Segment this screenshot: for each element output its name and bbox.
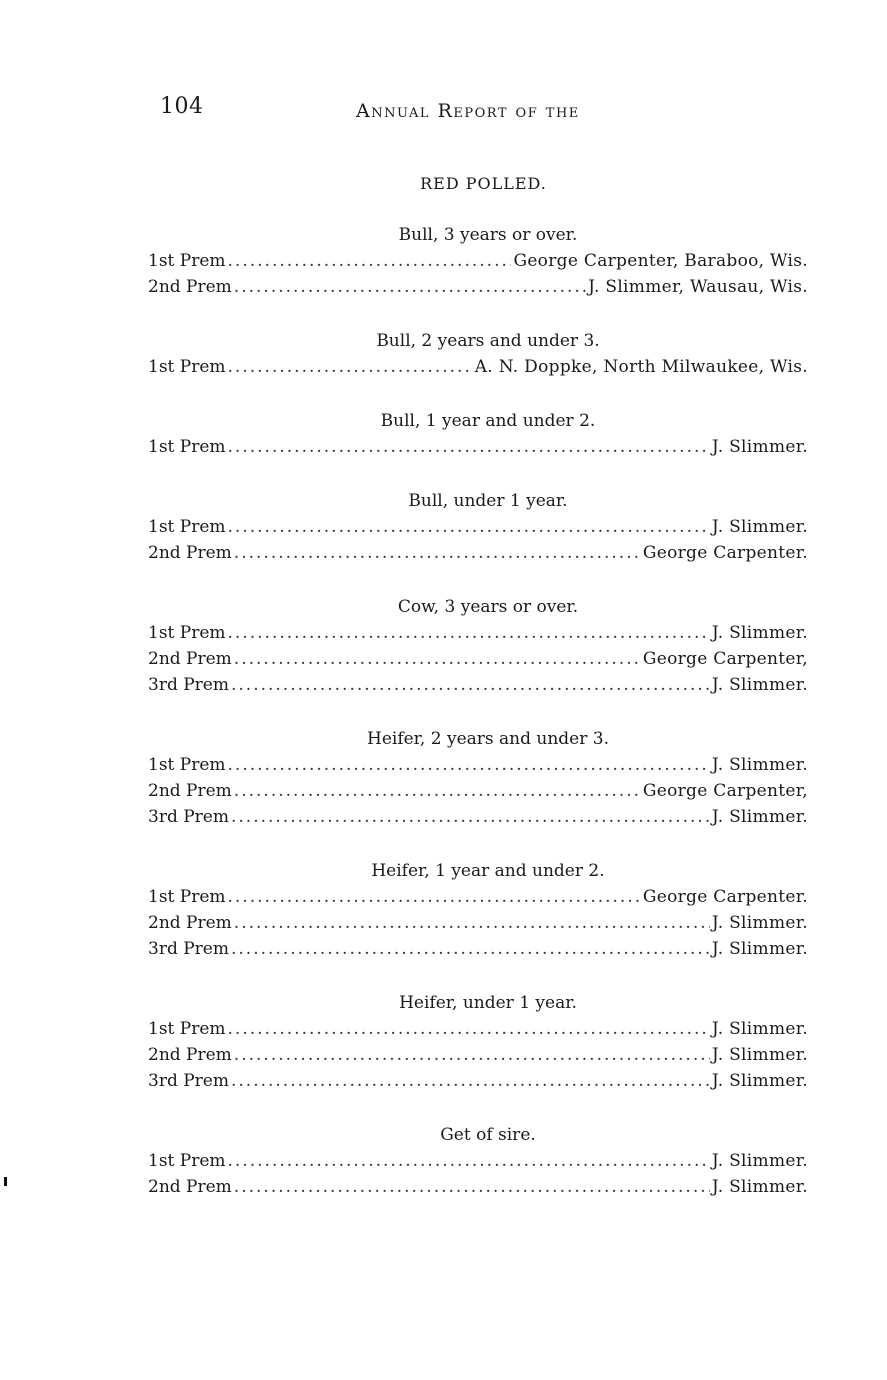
premium-entry [148,434,808,460]
premium-place: 3rd Prem [148,675,229,695]
premium-winner: J. Slimmer. [711,1045,808,1065]
premium-entry [148,540,808,566]
premium-winner: George Carpenter. [642,887,808,907]
dot-leader [228,620,710,646]
prize-class [148,726,808,830]
premium-entry [148,804,808,830]
premium-place: 2nd Prem [148,277,232,297]
dot-leader [234,1042,710,1068]
premium-winner: J. Slimmer. [711,939,808,959]
premium-entry [148,1042,808,1068]
premium-winner: George Carpenter. [642,543,808,563]
prize-class [148,488,808,566]
dot-leader [234,910,710,936]
premium-place: 1st Prem [148,251,226,271]
premium-winner: J. Slimmer. [711,675,808,695]
premium-entry [148,1148,808,1174]
premium-place: 3rd Prem [148,807,229,827]
dot-leader [234,540,641,566]
dot-leader [231,936,710,962]
dot-leader [234,1174,710,1200]
premium-winner: J. Slimmer. [711,623,808,643]
premium-winner: J. Slimmer. [711,1071,808,1091]
premium-place: 2nd Prem [148,781,232,801]
premium-entry [148,936,808,962]
dot-leader [228,884,641,910]
premium-place: 2nd Prem [148,1177,232,1197]
premium-place: 1st Prem [148,1019,226,1039]
premium-winner: George Carpenter, [642,649,808,669]
premium-entry [148,248,808,274]
premium-place: 1st Prem [148,437,226,457]
class-heading: Get of sire. [440,1125,536,1145]
class-heading: Cow, 3 years or over. [397,597,579,617]
dot-leader [234,274,586,300]
premium-place: 3rd Prem [148,1071,229,1091]
premium-winner: J. Slimmer. [711,913,808,933]
dot-leader [228,354,473,380]
premium-place: 1st Prem [148,1151,226,1171]
premium-entry [148,884,808,910]
class-heading: Bull, 1 year and under 2. [380,411,596,431]
prize-class [148,858,808,962]
prize-class [148,222,808,300]
premium-winner: A. N. Doppke, North Milwaukee, Wis. [474,357,808,377]
premium-winner: George Carpenter, Baraboo, Wis. [513,251,808,271]
premium-winner: J. Slimmer. [711,1019,808,1039]
premium-place: 2nd Prem [148,1045,232,1065]
premium-winner: George Carpenter, [642,781,808,801]
premium-place: 1st Prem [148,887,226,907]
dot-leader [231,1068,710,1094]
premium-place: 2nd Prem [148,649,232,669]
class-heading: Heifer, 2 years and under 3. [367,729,609,749]
dot-leader [228,248,512,274]
dot-leader [231,804,710,830]
running-head: Annual Report of the [356,100,580,122]
premium-entry [148,910,808,936]
premium-entry [148,1068,808,1094]
premium-winner: J. Slimmer. [711,755,808,775]
premium-list [148,222,808,1228]
premium-entry [148,620,808,646]
premium-winner: J. Slimmer. [711,1177,808,1197]
dot-leader [228,514,710,540]
premium-place: 1st Prem [148,517,226,537]
class-heading: Bull, 3 years or over. [398,225,578,245]
premium-entry [148,752,808,778]
premium-winner: J. Slimmer. [711,437,808,457]
prize-class [148,1122,808,1200]
premium-winner: J. Slimmer. [711,1151,808,1171]
class-heading: Heifer, under 1 year. [399,993,577,1013]
premium-entry [148,354,808,380]
dot-leader [234,778,641,804]
dot-leader [228,752,710,778]
premium-entry [148,274,808,300]
prize-class [148,408,808,460]
premium-entry [148,778,808,804]
margin-mark [4,1177,7,1186]
premium-entry [148,1174,808,1200]
premium-place: 1st Prem [148,357,226,377]
class-heading: Bull, under 1 year. [408,491,568,511]
class-heading: Heifer, 1 year and under 2. [371,861,605,881]
dot-leader [231,672,710,698]
premium-entry [148,514,808,540]
dot-leader [228,1148,710,1174]
premium-place: 1st Prem [148,755,226,775]
premium-entry [148,1016,808,1042]
dot-leader [228,434,710,460]
section-title: RED POLLED. [420,174,547,193]
premium-winner: J. Slimmer, Wausau, Wis. [588,277,808,297]
class-heading: Bull, 2 years and under 3. [376,331,600,351]
premium-entry [148,672,808,698]
premium-place: 2nd Prem [148,543,232,563]
prize-class [148,594,808,698]
premium-winner: J. Slimmer. [711,517,808,537]
prize-class [148,990,808,1094]
dot-leader [228,1016,710,1042]
premium-winner: J. Slimmer. [711,807,808,827]
premium-place: 2nd Prem [148,913,232,933]
prize-class [148,328,808,380]
premium-place: 1st Prem [148,623,226,643]
premium-place: 3rd Prem [148,939,229,959]
page-number: 104 [160,94,204,119]
dot-leader [234,646,641,672]
premium-entry [148,646,808,672]
